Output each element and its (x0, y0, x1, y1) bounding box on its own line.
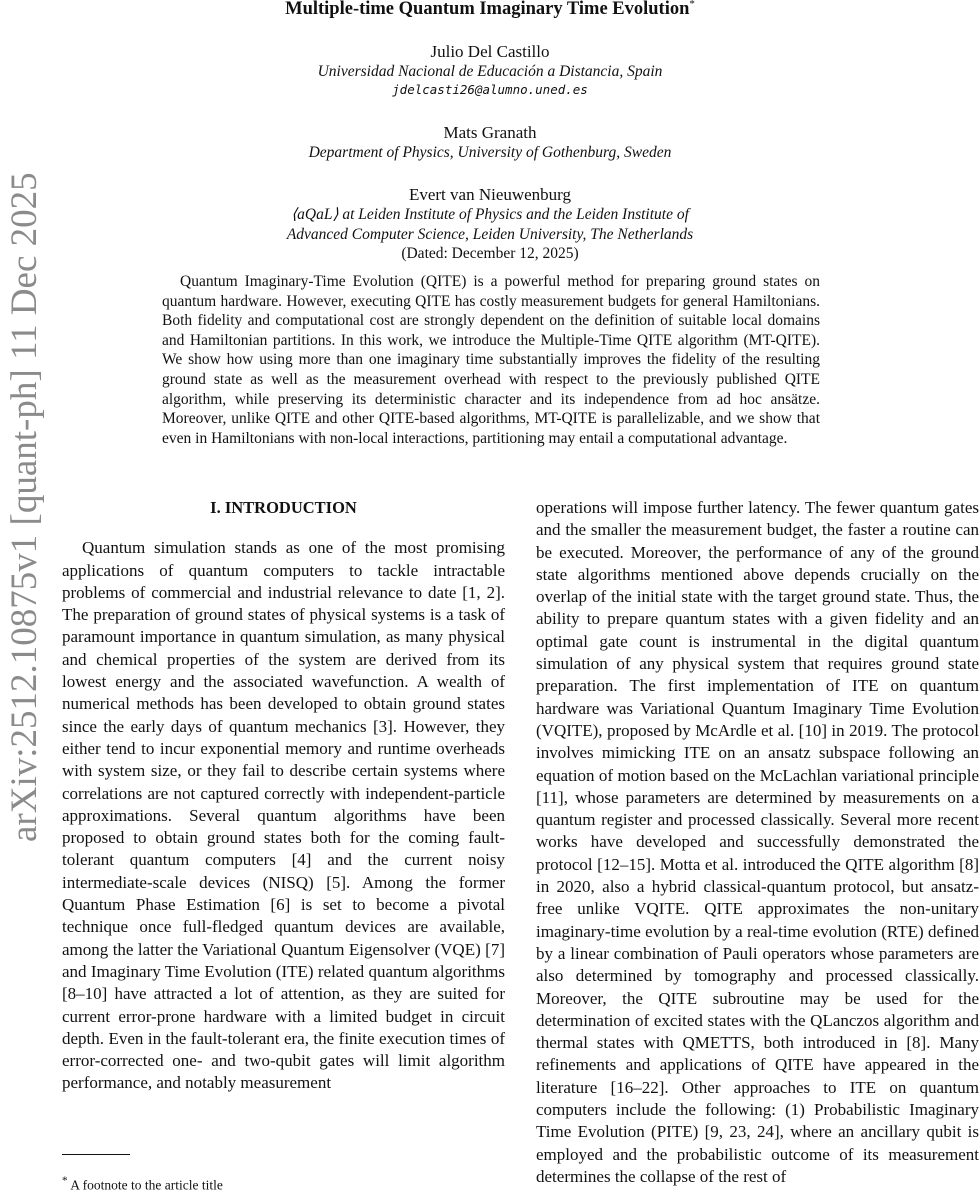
paper-title: Multiple-time Quantum Imaginary Time Evolution* (285, 0, 695, 20)
author-email: jdelcasti26@alumno.uned.es (392, 82, 588, 97)
left-column (62, 497, 505, 1095)
author-affiliation: Advanced Computer Science, Leiden University, The Netherlands (286, 226, 694, 243)
author-block-2 (160, 123, 820, 163)
section-heading-introduction: I. INTRODUCTION (210, 498, 357, 517)
dated-line: (Dated: December 12, 2025) (401, 245, 579, 262)
right-column (536, 497, 979, 1188)
intro-paragraph: Quantum simulation stands as one of the most promising applications of quantum computers to tackle intractable problems of commercial and industrial relevance to date [1, 2]. The preparation of ground states of physical systems is a task of paramount importance in quantum simulation, as many physical and chemical properties of the system are derived from its lowest energy and the associated wavefunction. A wealth of numerical methods has been developed to obtain ground states since the early days of quantum mechanics [3]. However, they either tend to incur exponential memory and runtime overheads with system size, or they fail to describe certain systems where correlations are not captured correctly with independent-particle approximations. Several quantum algorithms have been proposed to obtain ground states both for the coming fault-tolerant quantum computers [4] and the current noisy intermediate-scale devices (NISQ) [5]. Among the former Quantum Phase Estimation [6] is set to become a pivotal technique once full-fledged quantum devices are available, among the latter the Variational Quantum Eigensolver (VQE) [7] and Imaginary Time Evolution (ITE) related quantum algorithms [8–10] have attracted a lot of attention, as they are suited for current error-prone hardware with a limited budget in circuit depth. Even in the fault-tolerant era, the finite execution times of error-corrected one- and two-qubit gates will limit algorithm performance, and notably measurement (62, 538, 505, 1093)
author-name: Julio Del Castillo (430, 42, 550, 61)
footnote-divider (62, 1154, 130, 1155)
author-name: Mats Granath (443, 123, 537, 142)
author-block-3 (160, 185, 820, 263)
intro-paragraph-continued: operations will impose further latency. The fewer quantum gates and the smaller the measurement budget, the faster a routine can be executed. Moreover, the performance of any of the ground state algorithms mentioned above depends crucially on the overlap of the initial state with the target ground state. Thus, the ability to prepare quantum states with a given fidelity and an optimal gate count is instrumental in the digital quantum simulation of any physical system that requires ground state preparation. The first implementation of ITE on quantum hardware was Variational Quantum Imaginary Time Evolution (VQITE), proposed by McArdle et al. [10] in 2019. The protocol involves mimicking ITE on an ansatz subspace following an equation of motion based on the McLachlan variational principle [11], whose parameters are determined by measurements on a quantum register and processed classically. Several more recent works have developed and successfully demonstrated the protocol [12–15]. Motta et al. introduced the QITE algorithm [8] in 2020, also a hybrid classical-quantum protocol, but ansatz-free unlike VQITE. QITE approximates the non-unitary imaginary-time evolution by a real-time evolution (RTE) defined by a linear combination of Pauli operators whose parameters are also determined by tomography and processed classically. Moreover, the QITE subroutine may be used for the determination of excited states with the QLanczos algorithm and thermal states with QMETTS, both introduced in [8]. Many refinements and applications of QITE have appeared in the literature [16–22]. Other approaches to ITE on quantum computers include the following: (1) Probabilistic Imaginary Time Evolution (PITE) [9, 23, 24], where an ancillary qubit is employed and the probabilistic outcome of its measurement determines the collapse of the rest of (536, 498, 979, 1186)
author-block-1 (160, 42, 820, 97)
author-name: Evert van Nieuwenburg (408, 185, 572, 204)
author-affiliation: ⟨aQaL⟩ at Leiden Institute of Physics and the Leiden Institute of (291, 206, 689, 223)
abstract: Quantum Imaginary-Time Evolution (QITE) is a powerful method for preparing ground states on quantum hardware. However, executing QITE has costly measurement budgets for general Hamiltonians. Both fidelity and computational cost are strongly dependent on the definition of suitable local domains and Hamiltonian partitions. In this work, we introduce the Multiple-Time QITE algorithm (MT-QITE). We show how using more than one imaginary time substantially improves the fidelity of the resulting ground state as well as the measurement overhead with respect to the previously published QITE algorithm, while preserving its deterministic character and its independence from ad hoc ansätze. Moreover, unlike QITE and other QITE-based algorithms, MT-QITE is parallelizable, and we show that even in Hamiltonians with non-local interactions, partitioning may entail a computational advantage. (162, 273, 820, 447)
author-affiliation: Universidad Nacional de Educación a Distancia, Spain (317, 63, 663, 80)
author-affiliation: Department of Physics, University of Gothenburg, Sweden (308, 144, 672, 161)
footnote: * A footnote to the article title (62, 1175, 223, 1193)
arxiv-identifier-stamp: arXiv:2512.10875v1 [quant-ph] 11 Dec 2025 (4, 172, 45, 842)
